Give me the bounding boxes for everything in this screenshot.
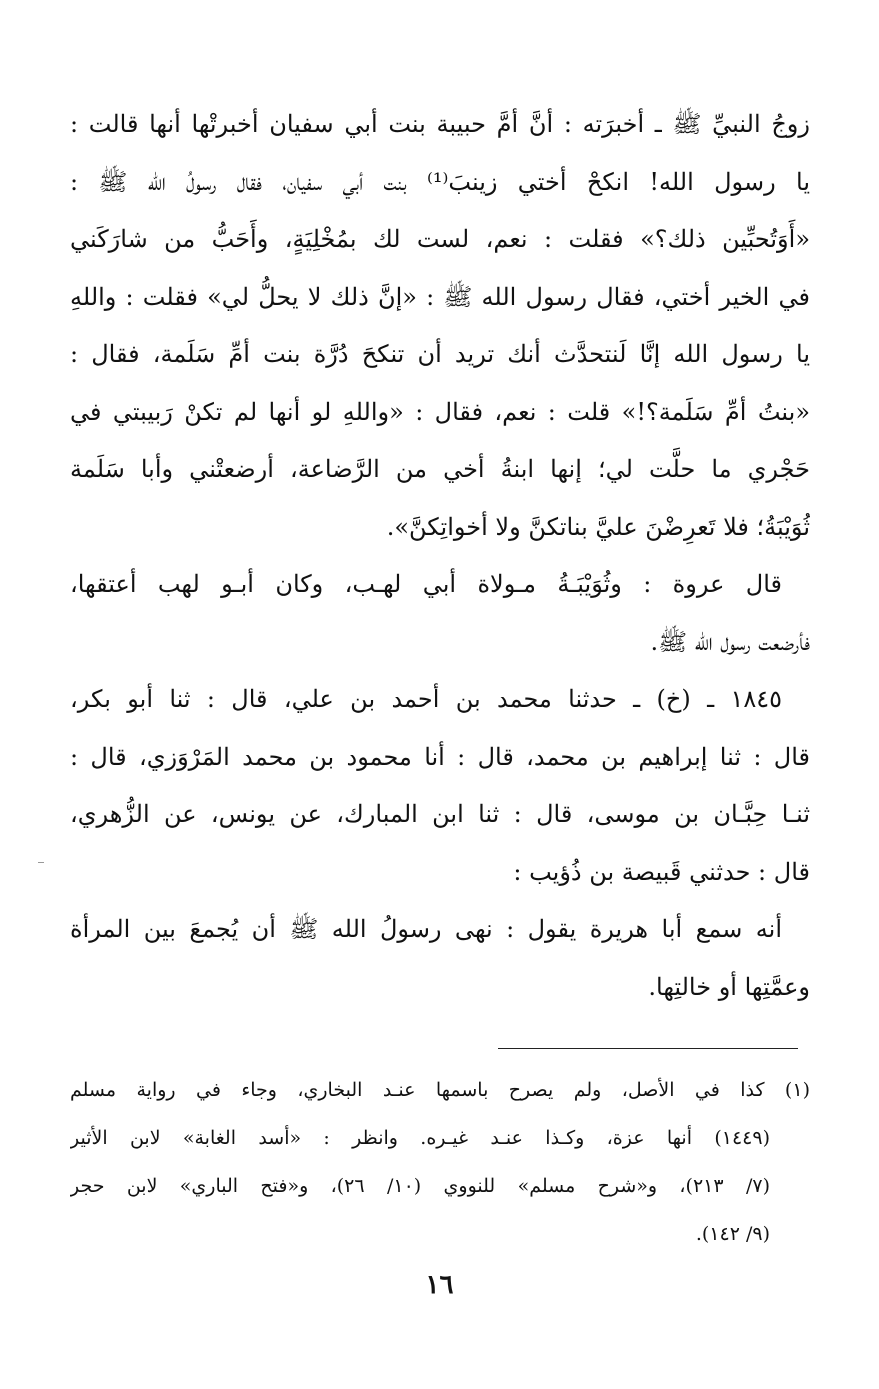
footnote-line: (٩/ ١٤٢). — [695, 1223, 770, 1245]
text-line: قال : ثنا إبراهيم بن محمد، قال : أنا محمود بن محمد المَرْوَزي، قال : — [70, 742, 810, 771]
text-line: زوجُ النبيِّ ﷺ ـ أخبرَته : أنَّ أمَّ حبيبة بنت أبي سفيان أخبرتْها أنها قالت : — [70, 110, 810, 138]
text-line: يا رسول الله إنَّا لَنتحدَّث أنك تريد أن تنكحَ دُرَّة بنت أمِّ سَلَمة، فقال : — [70, 340, 810, 368]
scan-mark — [38, 862, 44, 863]
footnote-line: (١) كذا في الأصل، ولم يصرح باسمها عنـد البخاري، وجاء في رواية مسلم — [70, 1079, 810, 1101]
text-line: في الخير أختي، فقال رسول الله ﷺ : «إنَّ ذلك لا يحلُّ لي» فقلت : واللهِ — [70, 282, 810, 311]
page-number: ١٦ — [425, 1270, 454, 1300]
footnote-divider — [498, 1048, 798, 1049]
text-line: حَجْري ما حلَّت لي؛ إنها ابنةُ أخي من الرَّضاعة، أرضعتْني وأبا سَلَمة — [70, 455, 810, 483]
footnote-line: (٧/ ٢١٣)، و«شرح مسلم» للنووي (١٠/ ٢٦)، و«فتح الباري» لابن حجر — [70, 1175, 770, 1197]
text-line: «أَوَتُحبِّين ذلك؟» فقلت : نعم، لست لك بمُخْلِيَةٍ، وأَحَبُّ من شارَكَني — [70, 225, 810, 253]
text-line: «بنتُ أمِّ سَلَمة؟!» قلت : نعم، فقال : «واللهِ لو أنها لم تكنْ رَبيبتي في — [70, 397, 810, 426]
footnotes — [70, 1066, 810, 1258]
text-line: يا رسول الله! انكحْ أختي زينبَ⁽¹⁾ بنت أبي سفيان، فقال رسولُ الله ﷺ : — [70, 167, 810, 196]
text-line: ثُوَيْبَةُ؛ فلا تَعرِضْنَ عليَّ بناتكنَّ ولا أخواتِكنَّ». — [386, 512, 810, 541]
text-line: قال : حدثني قَبيصة بن ذُؤيب : — [513, 857, 810, 886]
text-line: قال عروة : وثُوَيْبَـةُ مـولاة أبي لهـب، وكان أبـو لهب أعتقها، — [70, 570, 782, 598]
main-text-body — [70, 96, 810, 1016]
hadith-number-line: ١٨٤٥ ـ (خ) ـ حدثنا محمد بن أحمد بن علي، قال : ثنا أبو بكر، — [70, 685, 782, 713]
text-line: وعمَّتِها أو خالتِها. — [648, 972, 810, 1001]
text-line: فأرضعت رسول الله ﷺ. — [650, 627, 810, 656]
text-line: ثنـا حِبَّـان بن موسى، قال : ثنا ابن المبارك، عن يونس، عن الزُّهري، — [70, 800, 810, 828]
text-line: أنه سمع أبا هريرة يقول : نهى رسولُ الله ﷺ أن يُجمعَ بين المرأة — [70, 915, 782, 943]
footnote-line: (١٤٤٩) أنها عزة، وكـذا عنـد غيـره. وانظر : «أسد الغابة» لابن الأثير — [70, 1127, 770, 1149]
